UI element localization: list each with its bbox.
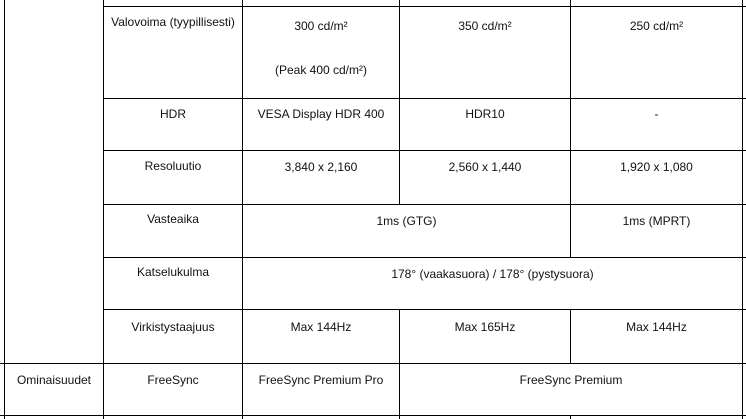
- row-border: [103, 257, 746, 258]
- refresh-rate-col2: Max 165Hz: [454, 320, 516, 334]
- freesync-col1: FreeSync Premium Pro: [258, 373, 384, 387]
- resolution-col3: 1,920 x 1,080: [620, 160, 693, 174]
- response-time-col3: 1ms (MPRT): [622, 214, 691, 228]
- freesync-col23: FreeSync Premium: [519, 373, 623, 387]
- row-border: [0, 415, 746, 416]
- brightness-col1-note: (Peak 400 cd/m²): [274, 63, 368, 77]
- brightness-col1: 300 cd/m²: [294, 19, 348, 33]
- row-border: [103, 98, 746, 99]
- row-label-refresh-rate: Virkistystaajuus: [131, 320, 215, 334]
- refresh-rate-col3: Max 144Hz: [626, 320, 687, 334]
- resolution-col2: 2,560 x 1,440: [448, 160, 522, 174]
- hdr-col3: -: [654, 107, 659, 121]
- col-border: [570, 415, 571, 419]
- section-label-features: Ominaisuudet: [16, 373, 92, 387]
- row-label-freesync: FreeSync: [147, 373, 199, 387]
- col-border: [570, 309, 571, 363]
- refresh-rate-col1: Max 144Hz: [290, 320, 352, 334]
- brightness-col2: 350 cd/m²: [458, 19, 512, 33]
- row-label-resolution: Resoluutio: [144, 159, 202, 173]
- col-border: [103, 0, 104, 419]
- hdr-col2: HDR10: [465, 107, 505, 121]
- row-border: [103, 204, 746, 205]
- hdr-col1: VESA Display HDR 400: [257, 107, 385, 121]
- resolution-col1: 3,840 x 2,160: [284, 160, 358, 174]
- row-border: [103, 150, 746, 151]
- viewing-angle-value: 178° (vaakasuora) / 178° (pystysuora): [391, 267, 594, 281]
- row-label-hdr: HDR: [160, 107, 186, 121]
- brightness-col3: 250 cd/m²: [629, 19, 684, 33]
- col-border: [742, 0, 743, 419]
- row-border: [0, 363, 746, 364]
- response-time-col12: 1ms (GTG): [376, 214, 437, 228]
- row-label-response-time: Vasteaika: [147, 212, 199, 226]
- row-label-viewing-angle: Katselukulma: [136, 265, 210, 279]
- row-border: [103, 6, 746, 7]
- row-border: [103, 309, 746, 310]
- col-border: [4, 0, 5, 419]
- row-label-brightness: Valovoima (tyypillisesti): [111, 15, 235, 29]
